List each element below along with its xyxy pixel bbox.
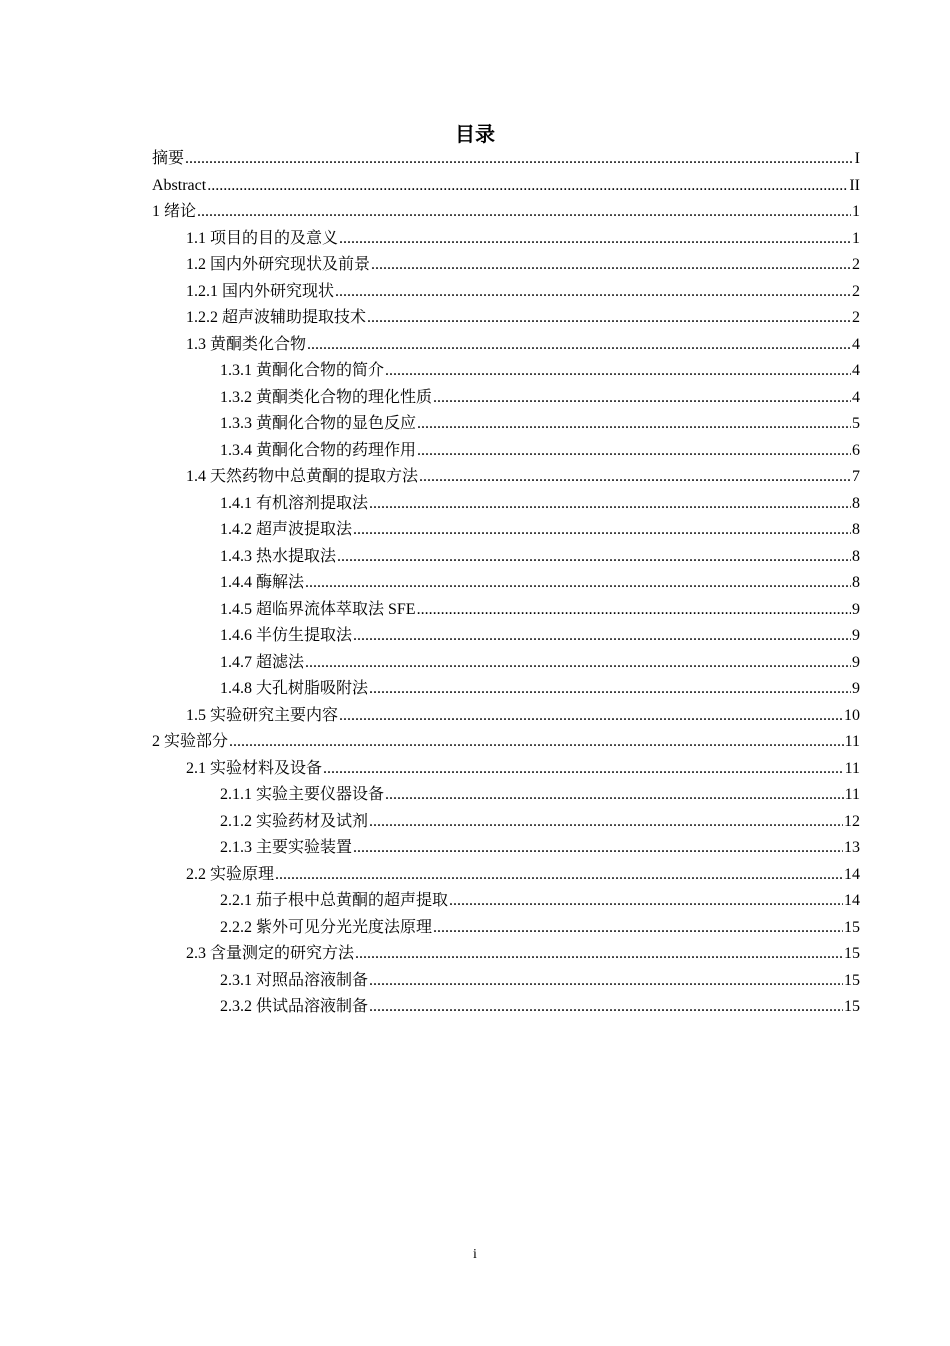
toc-entry[interactable] [152,941,860,968]
toc-entry-page: 5 [852,415,860,432]
toc-entry-label: 2.2.1 茄子根中总黄酮的超声提取 [220,892,449,909]
toc-entry-label: 1.2.1 国内外研究现状 [186,282,335,300]
toc-entry[interactable] [152,491,860,518]
toc-entry-label: 1.2.2 超声波辅助提取技术 [186,309,367,326]
toc-entry-label: 1.3 黄酮类化合物 [186,335,307,353]
toc-entry[interactable] [152,968,860,995]
toc-entry[interactable] [152,994,860,1021]
toc-entry[interactable] [152,358,860,385]
toc-entry[interactable] [152,888,860,915]
toc-entry[interactable] [152,862,860,889]
toc-dot-leader [385,358,851,385]
toc-entry[interactable] [152,385,860,412]
toc-entry-label: 1 绪论 [152,203,197,220]
toc-entry-page: 9 [852,627,860,644]
toc-entry-label: 1.4 天然药物中总黄酮的提取方法 [186,468,419,485]
toc-dot-leader [185,146,854,173]
toc-entry[interactable] [152,173,860,200]
toc-entry[interactable] [152,199,860,226]
toc-entry-page: 12 [844,812,860,830]
toc-entry-label: 2.2.2 紫外可见分光光度法原理 [220,918,433,936]
toc-entry-label: 2.2 实验原理 [186,865,275,883]
toc-dot-leader [367,305,851,332]
toc-entry-label: 1.3.3 黄酮化合物的显色反应 [220,415,417,432]
toc-entry-label: 2.3 含量测定的研究方法 [186,945,355,962]
toc-entry[interactable] [152,809,860,836]
toc-entry-label: 1.3.2 黄酮类化合物的理化性质 [220,388,433,406]
toc-entry[interactable] [152,438,860,465]
toc-dot-leader [369,809,843,836]
toc-entry-page: 2 [852,256,860,273]
toc-dot-leader [305,570,851,597]
toc-dot-leader [275,862,843,889]
toc-dot-leader [419,464,851,491]
toc-entry-page: 11 [844,733,860,750]
toc-entry[interactable] [152,623,860,650]
toc-dot-leader [353,623,851,650]
toc-dot-leader [417,438,851,465]
toc-entry-page: 4 [852,335,860,353]
toc-entry[interactable] [152,226,860,253]
toc-entry-label: 1.4.8 大孔树脂吸附法 [220,680,369,697]
toc-dot-leader [355,941,843,968]
toc-dot-leader [369,676,851,703]
toc-entry[interactable] [152,279,860,306]
toc-dot-leader [369,994,843,1021]
toc-entry[interactable] [152,915,860,942]
toc-entry[interactable] [152,782,860,809]
toc-entry-label: 1.3.4 黄酮化合物的药理作用 [220,441,417,459]
toc-dot-leader [371,252,851,279]
toc-dot-leader [353,835,843,862]
toc-entry[interactable] [152,411,860,438]
toc-entry-page: 15 [844,998,860,1015]
toc-entry-page: 14 [844,892,860,909]
toc-entry-page: 11 [844,786,860,803]
toc-entry[interactable] [152,544,860,571]
toc-entry[interactable] [152,835,860,862]
toc-entry-page: II [849,176,860,194]
toc-entry-label: 1.4.6 半仿生提取法 [220,627,353,644]
toc-entry[interactable] [152,332,860,359]
toc-entry-page: 8 [852,494,860,512]
toc-dot-leader [433,915,843,942]
toc-entry-page: 10 [844,706,860,724]
toc-entry-page: 9 [852,680,860,697]
toc-dot-leader [307,332,851,359]
toc-entry-label: 2.3.1 对照品溶液制备 [220,971,369,989]
toc-entry-label: 1.4.3 热水提取法 [220,547,337,565]
toc-entry-page: 8 [852,547,860,565]
toc-entry-page: 9 [852,653,860,671]
toc-dot-leader [433,385,851,412]
page-title: 目录 [455,122,495,146]
toc-entry-label: 1.1 项目的目的及意义 [186,229,339,247]
toc-entry-label: 1.4.5 超临界流体萃取法 SFE [220,600,416,618]
toc-entry-label: 1.2 国内外研究现状及前景 [186,256,371,273]
toc-entry[interactable] [152,305,860,332]
table-of-contents [152,146,860,1021]
toc-entry-page: 15 [844,971,860,989]
toc-entry-page: 14 [844,865,860,883]
toc-entry-page: 15 [844,945,860,962]
toc-dot-leader [323,756,844,783]
toc-entry-page: 7 [852,468,860,485]
toc-entry-page: 4 [852,388,860,406]
toc-entry-page: I [854,150,860,167]
toc-dot-leader [337,544,851,571]
toc-entry[interactable] [152,650,860,677]
toc-dot-leader [417,597,851,624]
toc-entry-label: 1.3.1 黄酮化合物的简介 [220,362,385,379]
toc-entry-page: 1 [852,203,860,220]
toc-entry-label: 1.4.1 有机溶剂提取法 [220,494,369,512]
toc-entry-page: 11 [844,759,860,777]
toc-entry[interactable] [152,464,860,491]
toc-entry-label: 2.1.3 主要实验装置 [220,839,353,856]
toc-entry[interactable] [152,703,860,730]
toc-entry-page: 2 [852,282,860,300]
toc-entry-label: 2.1.2 实验药材及试剂 [220,812,369,830]
toc-entry-label: 摘要 [152,150,185,167]
toc-entry[interactable] [152,676,860,703]
toc-entry-label: 1.5 实验研究主要内容 [186,706,339,724]
toc-entry-page: 15 [844,918,860,936]
toc-entry-label: 2.1 实验材料及设备 [186,759,323,777]
toc-entry-page: 8 [852,574,860,591]
toc-entry-label: 2.1.1 实验主要仪器设备 [220,786,385,803]
toc-entry[interactable] [152,146,860,173]
toc-entry-page: 4 [852,362,860,379]
toc-dot-leader [197,199,851,226]
toc-entry-label: 1.4.7 超滤法 [220,653,305,671]
toc-entry-page: 8 [852,521,860,538]
toc-entry[interactable] [152,756,860,783]
toc-dot-leader [385,782,844,809]
toc-entry-label: Abstract [152,176,207,194]
toc-dot-leader [229,729,844,756]
toc-entry-page: 13 [844,839,860,856]
toc-entry-page: 2 [852,309,860,326]
toc-entry-page: 6 [852,441,860,459]
toc-entry[interactable] [152,597,860,624]
toc-entry-page: 9 [852,600,860,618]
toc-entry-page: 1 [852,229,860,247]
toc-dot-leader [369,491,851,518]
toc-dot-leader [449,888,843,915]
toc-entry-label: 1.4.4 酶解法 [220,574,305,591]
page-number: i [473,1247,477,1262]
toc-dot-leader [339,226,851,253]
toc-dot-leader [417,411,851,438]
toc-entry[interactable] [152,517,860,544]
toc-entry[interactable] [152,729,860,756]
toc-dot-leader [335,279,851,306]
toc-entry-label: 1.4.2 超声波提取法 [220,521,353,538]
toc-entry[interactable] [152,252,860,279]
toc-dot-leader [305,650,851,677]
toc-dot-leader [339,703,843,730]
toc-entry-label: 2.3.2 供试品溶液制备 [220,998,369,1015]
toc-dot-leader [353,517,851,544]
toc-entry-label: 2 实验部分 [152,733,229,750]
toc-dot-leader [207,173,848,200]
toc-dot-leader [369,968,843,995]
toc-entry[interactable] [152,570,860,597]
